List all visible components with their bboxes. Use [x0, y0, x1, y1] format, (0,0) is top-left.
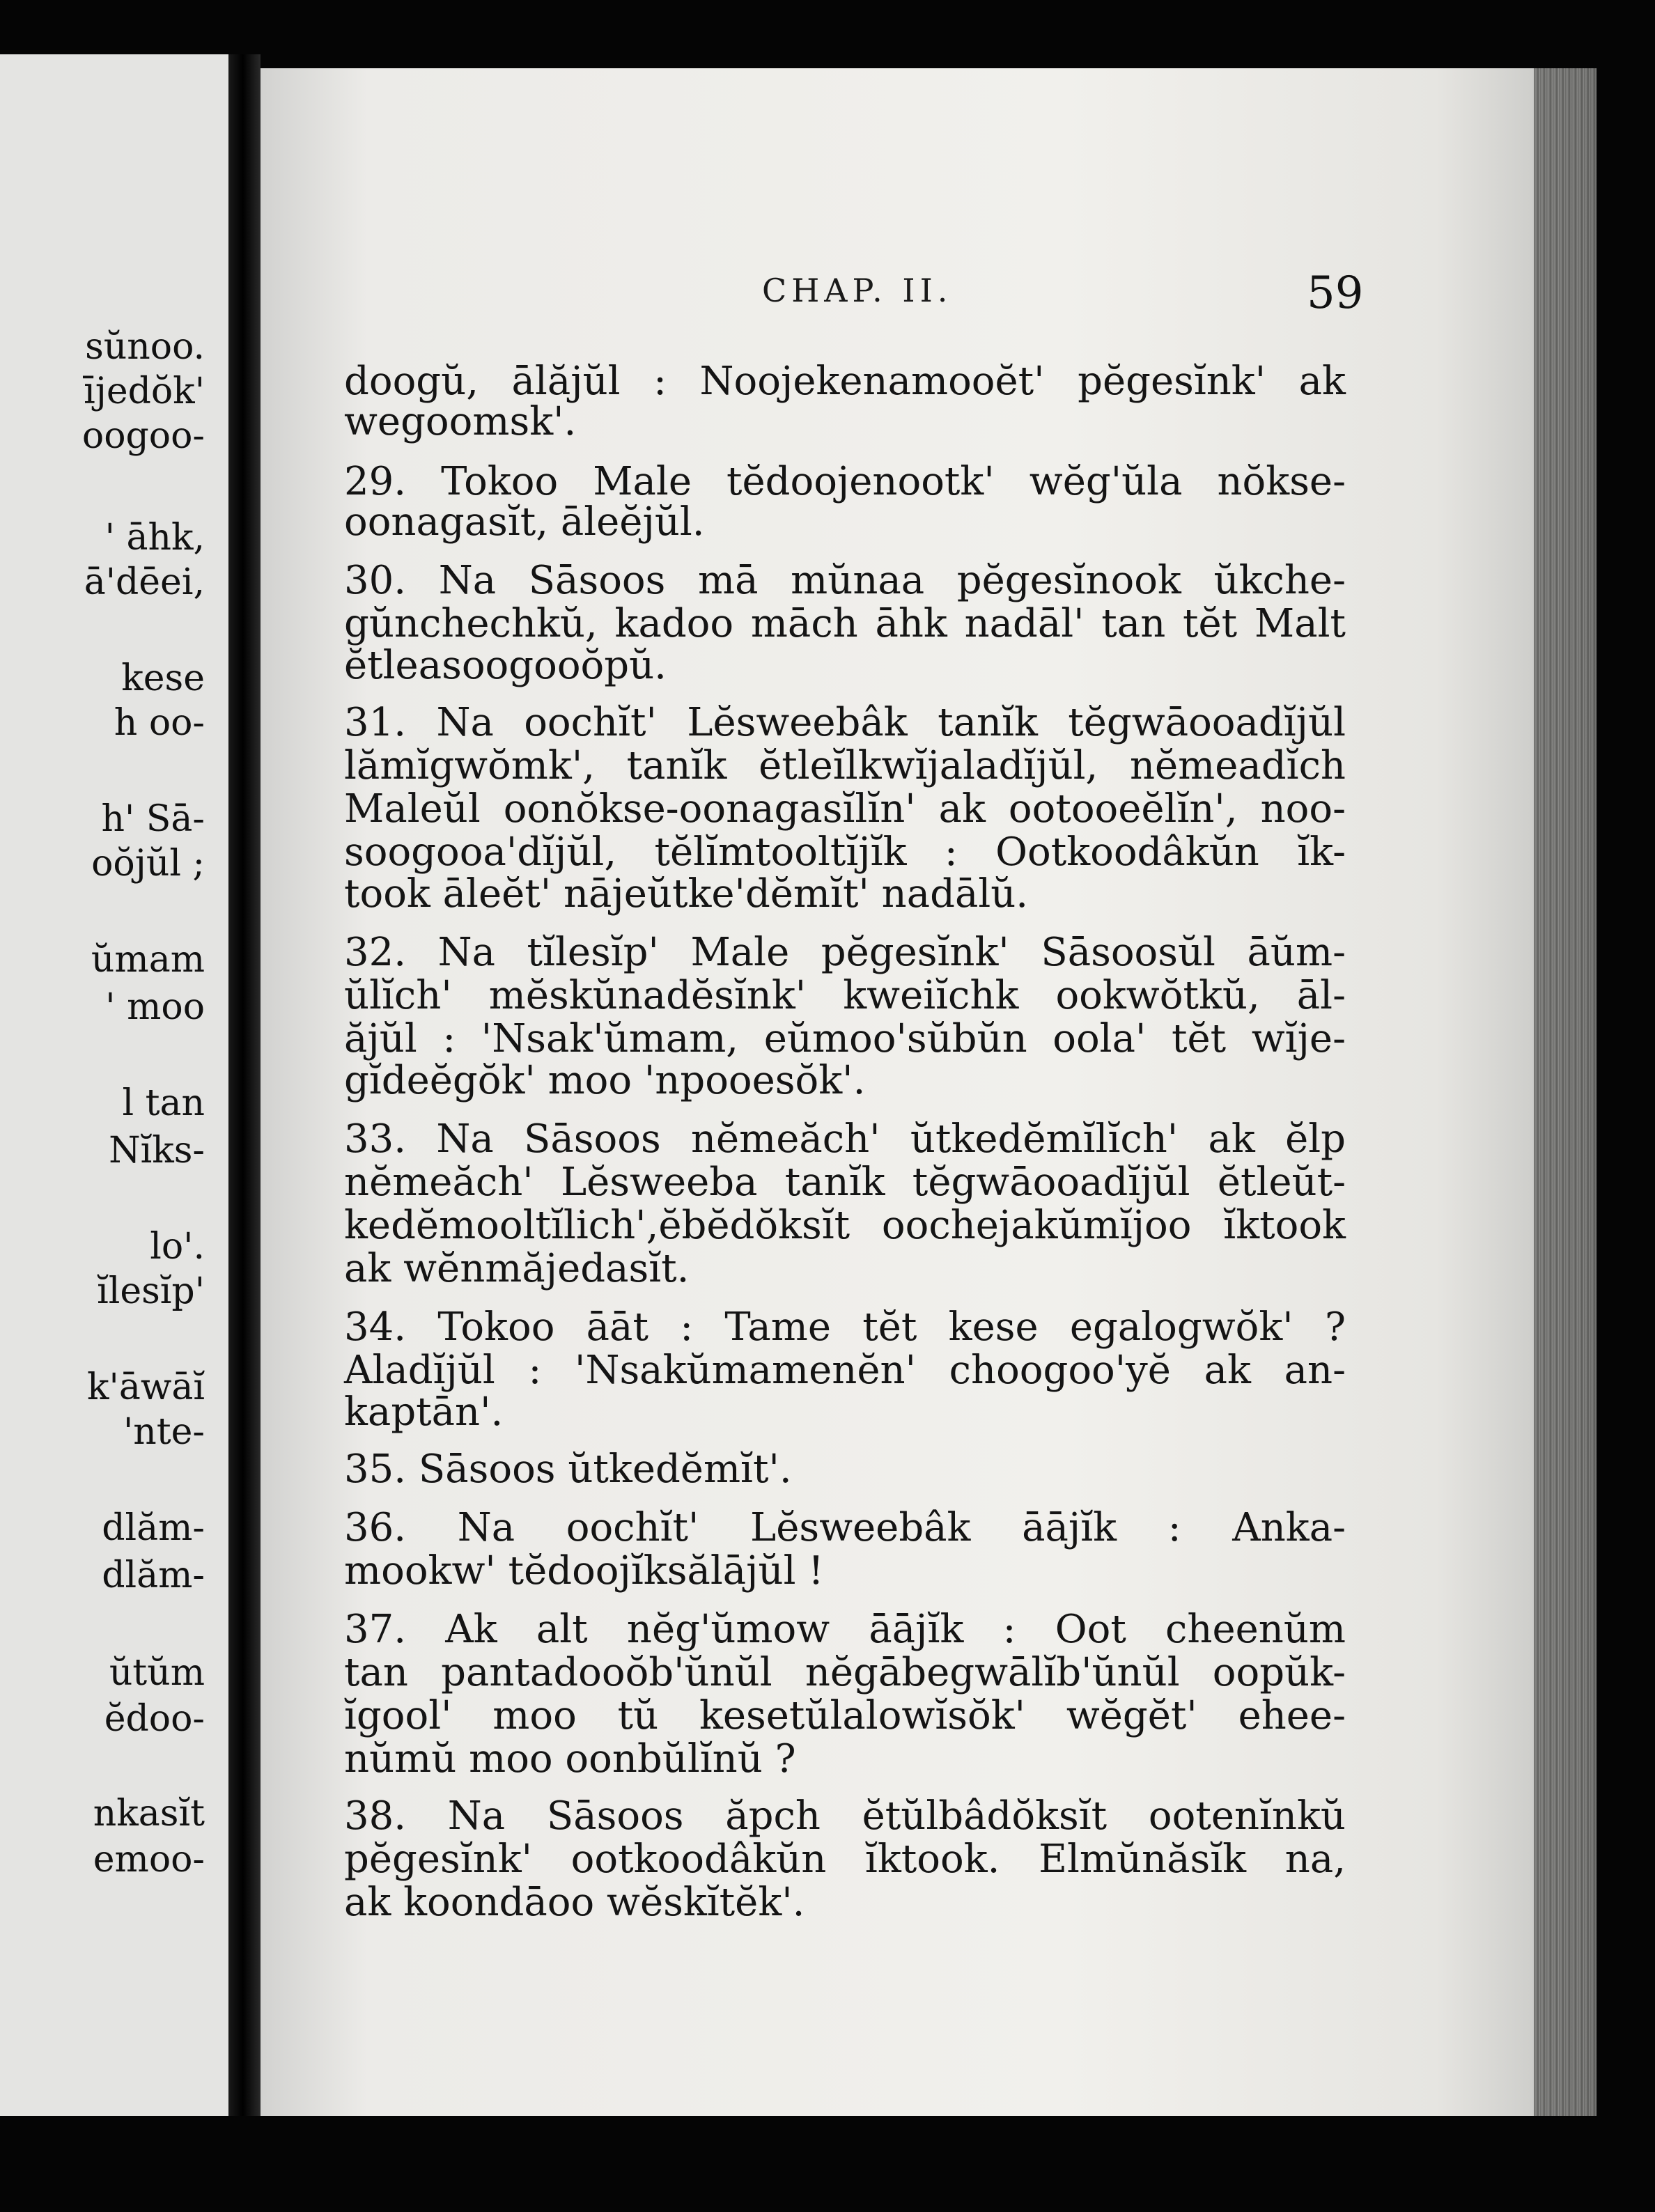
page-edge-shadow [1534, 68, 1596, 2116]
text-line: 36. Na oochĭt' Lĕsweebâk āājĭk : Anka- [344, 1505, 1346, 1550]
text-line: 33. Na Sāsoos nĕmeăch' ŭtkedĕmĭlĭch' ak ĕlp [344, 1116, 1346, 1162]
text-line: ĕtleasoogooŏpŭ. [344, 643, 667, 688]
left-line: ' āhk, [104, 517, 205, 559]
left-line: ĭlesĭp' [97, 1270, 205, 1312]
left-line: ījedŏk' [84, 371, 205, 412]
text-line: wegoomsk'. [344, 399, 577, 444]
left-line: dlăm- [102, 1507, 205, 1549]
text-line: ak koondāoo wĕskĭtĕk'. [344, 1880, 805, 1925]
text-line: ŭlĭch' mĕskŭnadĕsĭnk' kweiĭchk ookwŏtkŭ, āl- [344, 973, 1346, 1018]
text-line: nĕmeăch' Lĕsweeba tanĭk tĕgwāooadĭjŭl ĕtleŭt- [344, 1160, 1346, 1205]
left-line: nkasĭt [93, 1793, 205, 1835]
left-line: sŭnoo. [85, 326, 205, 368]
text-line: 34. Tokoo āāt : Tame tĕt kese egalogwŏk' ? [344, 1304, 1346, 1350]
text-line: kedĕmooltĭlich',ĕbĕdŏksĭt oochejakŭmĭjoo ĭktook [344, 1203, 1346, 1248]
left-line: h' Sā- [101, 798, 205, 840]
text-line: ak wĕnmăjedasĭt. [344, 1246, 690, 1291]
text-line: lămĭgwŏmk', tanĭk ĕtleĭlkwĭjaladĭjŭl, nĕmeadĭch [344, 743, 1346, 788]
text-line: 32. Na tĭlesĭp' Male pĕgesĭnk' Sāsoosŭl āŭm- [344, 930, 1346, 975]
left-line: l tan [122, 1082, 205, 1124]
right-page [261, 68, 1596, 2116]
text-line: ĭgool' moo tŭ kesetŭlalowĭsŏk' wĕgĕt' ehee- [344, 1693, 1346, 1738]
text-line: nŭmŭ moo oonbŭlĭnŭ ? [344, 1736, 796, 1782]
left-line: ĕdoo- [104, 1698, 205, 1740]
left-line: h oo- [114, 702, 205, 744]
text-line: Maleŭl oonŏkse-oonagasĭlĭn' ak ootooeĕlĭn', noo- [344, 786, 1346, 832]
text-line: Aladĭjŭl : 'Nsakŭmamenĕn' choogoo'yĕ ak an- [344, 1348, 1346, 1393]
left-line: oŏjŭl ; [91, 843, 205, 885]
text-line: gĭdeĕgŏk' moo 'npooesŏk'. [344, 1058, 866, 1103]
left-page-fragment [0, 54, 228, 2116]
text-line: tan pantadooŏb'ŭnŭl nĕgābegwālĭb'ŭnŭl oopŭk- [344, 1650, 1346, 1695]
page-number: 59 [1307, 267, 1364, 319]
text-line: 29. Tokoo Male tĕdoojenootk' wĕg'ŭla nŏkse- [344, 459, 1346, 504]
text-line: pĕgesĭnk' ootkoodâkŭn ĭktook. Elmŭnăsĭk na, [344, 1837, 1346, 1882]
text-line: 38. Na Sāsoos ăpch ĕtŭlbâdŏksĭt ootenĭnkŭ [344, 1793, 1346, 1839]
text-line: gŭnchechkŭ, kadoo māch āhk nadāl' tan tĕt Malt [344, 601, 1346, 646]
text-line: ăjŭl : 'Nsak'ŭmam, eŭmoo'sŭbŭn oola' tĕt wĭje- [344, 1016, 1346, 1061]
text-line: mookw' tĕdoojĭksălājŭl ! [344, 1548, 824, 1594]
book-gutter [228, 54, 261, 2116]
text-line: soogooa'dĭjŭl, tĕlĭmtooltĭjĭk : Ootkoodâkŭn ĭk- [344, 830, 1346, 875]
left-line: oogoo- [81, 415, 205, 457]
left-line: ' moo [105, 986, 205, 1028]
left-line: ŭmam [91, 939, 205, 981]
left-line: kese [121, 657, 205, 699]
left-line: dlăm- [102, 1555, 205, 1596]
chapter-heading: CHAP. II. [762, 272, 953, 309]
text-line: oonagasĭt, āleĕjŭl. [344, 499, 705, 545]
text-line: kaptān'. [344, 1389, 504, 1435]
left-line: 'nte- [123, 1411, 205, 1453]
left-line: emoo- [93, 1839, 205, 1880]
text-line: 37. Ak alt nĕg'ŭmow āājĭk : Oot cheenŭm [344, 1607, 1346, 1652]
text-line: 35. Sāsoos ŭtkedĕmĭt'. [344, 1447, 792, 1492]
left-line: lo'. [150, 1226, 205, 1268]
text-line: doogŭ, ālăjŭl : Noojekenamooĕt' pĕgesĭnk' ak [344, 359, 1346, 404]
running-head [261, 267, 1596, 327]
text-line: took āleĕt' nājeŭtke'dĕmĭt' nadālŭ. [344, 871, 1029, 917]
text-line: 31. Na oochĭt' Lĕsweebâk tanĭk tĕgwāooadĭjŭl [344, 700, 1346, 745]
text-line: 30. Na Sāsoos mā mŭnaa pĕgesĭnook ŭkche- [344, 558, 1346, 603]
left-line: k'āwāĭ [87, 1366, 205, 1408]
left-line: ā'dēei, [84, 561, 205, 603]
left-line: ŭtŭm [109, 1652, 205, 1694]
left-line: Nĭks- [109, 1130, 205, 1171]
